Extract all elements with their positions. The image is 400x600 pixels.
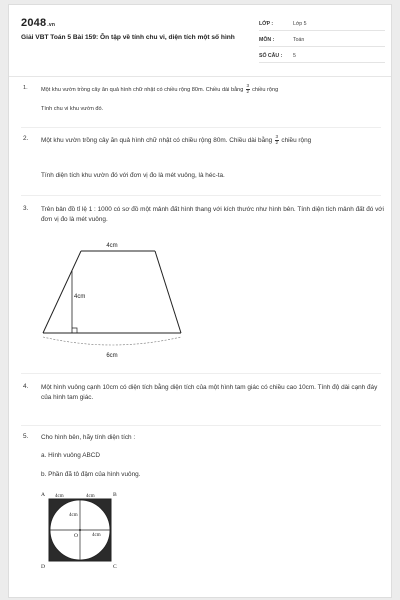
trapezoid-left-edge [43, 251, 81, 333]
meta-label: LỚP : [259, 21, 274, 27]
label-inner-horizontal: 4cm [92, 533, 101, 538]
question-1-fraction [246, 84, 250, 95]
fraction-numerator: 3 [246, 83, 250, 88]
question-4-text: Một hình vuông cạnh 10cm có diện tích bằng diện tích của một hình tam giác có chiều cao 10cm. Tính độ dài cạnh đáy của hình tam giác. [41, 384, 378, 401]
label-top-length: 4cm [106, 243, 118, 249]
meta-value: 5 [293, 53, 296, 59]
label-height: 4cm [74, 294, 86, 300]
question-4-number: 4. [23, 383, 29, 390]
meta-value: Toán [293, 37, 305, 43]
question-2-text [41, 135, 386, 146]
question-2-statement: Một khu vườn trồng cây ăn quả hình chữ nhật có chiều rộng 80m. Chiều dài bằng [41, 136, 273, 144]
vertex-label-a: A [41, 492, 46, 498]
site-logo[interactable] [21, 17, 55, 29]
center-label-o: O [74, 533, 79, 539]
trapezoid-figure [35, 237, 211, 363]
question-2-fraction [275, 135, 279, 146]
vertex-label-d: D [41, 564, 46, 570]
question-5-text: Cho hình bên, hãy tính diện tích : [41, 434, 136, 441]
meta-row-class [259, 17, 385, 31]
trapezoid-right-edge [155, 251, 181, 333]
question-1-subtext: Tính chu vi khu vườn đó. [41, 106, 104, 112]
divider [21, 425, 381, 426]
document-page [8, 4, 392, 598]
meta-value: Lớp 5 [293, 21, 307, 27]
question-2-number: 2. [23, 135, 29, 142]
right-angle-mark [72, 328, 77, 333]
logo-text: 2048 [21, 17, 47, 29]
meta-label: SỐ CÂU : [259, 53, 283, 59]
question-2-statement-end: chiều rộng [281, 136, 312, 144]
logo-suffix: .vn [47, 22, 56, 28]
question-3-number: 3. [23, 205, 29, 212]
fraction-numerator: 3 [275, 134, 279, 139]
label-top-right-length: 4cm [86, 494, 95, 499]
vertex-label-c: C [113, 564, 117, 570]
meta-label: MÔN : [259, 37, 275, 43]
divider [21, 195, 381, 196]
document-header [9, 5, 391, 77]
divider [21, 127, 381, 128]
question-5-part-a: a. Hình vuông ABCD [41, 452, 100, 459]
label-inner-vertical: 4cm [69, 513, 78, 518]
fraction-denominator: 2 [246, 88, 250, 94]
label-top-left-length: 4cm [55, 494, 64, 499]
meta-row-count [259, 49, 385, 63]
question-1-number: 1. [23, 85, 28, 91]
bottom-brace [43, 337, 181, 345]
fraction-denominator: 2 [275, 139, 279, 145]
question-2-subtext: Tính diện tích khu vườn đó với đơn vị đo là mét vuông, là héc-ta. [41, 172, 225, 179]
label-bottom-length: 6cm [106, 353, 118, 359]
question-1-statement: Một khu vườn trồng cây ăn quả hình chữ nhật có chiều rộng 80m. Chiều dài bằng [41, 86, 244, 93]
question-1-statement-end: chiều rộng [252, 86, 279, 93]
divider [21, 373, 381, 374]
document-title: Giải VBT Toán 5 Bài 159: Ôn tập về tính chu vi, diện tích một số hình [21, 34, 235, 41]
question-5-part-b: b. Phần đã tô đậm của hình vuông. [41, 471, 141, 478]
vertex-label-b: B [113, 492, 117, 498]
center-point [79, 529, 81, 531]
meta-row-subject [259, 33, 385, 47]
square-circle-figure [39, 487, 129, 571]
question-1-text [41, 84, 386, 95]
question-5-number: 5. [23, 433, 29, 440]
question-3-text: Trên bản đồ tỉ lệ 1 : 1000 có sơ đồ một mảnh đất hình thang với kích thước như hình bên. Tính diện tích mảnh đất đó với đơn vị đo là mét vuông. [41, 206, 384, 223]
